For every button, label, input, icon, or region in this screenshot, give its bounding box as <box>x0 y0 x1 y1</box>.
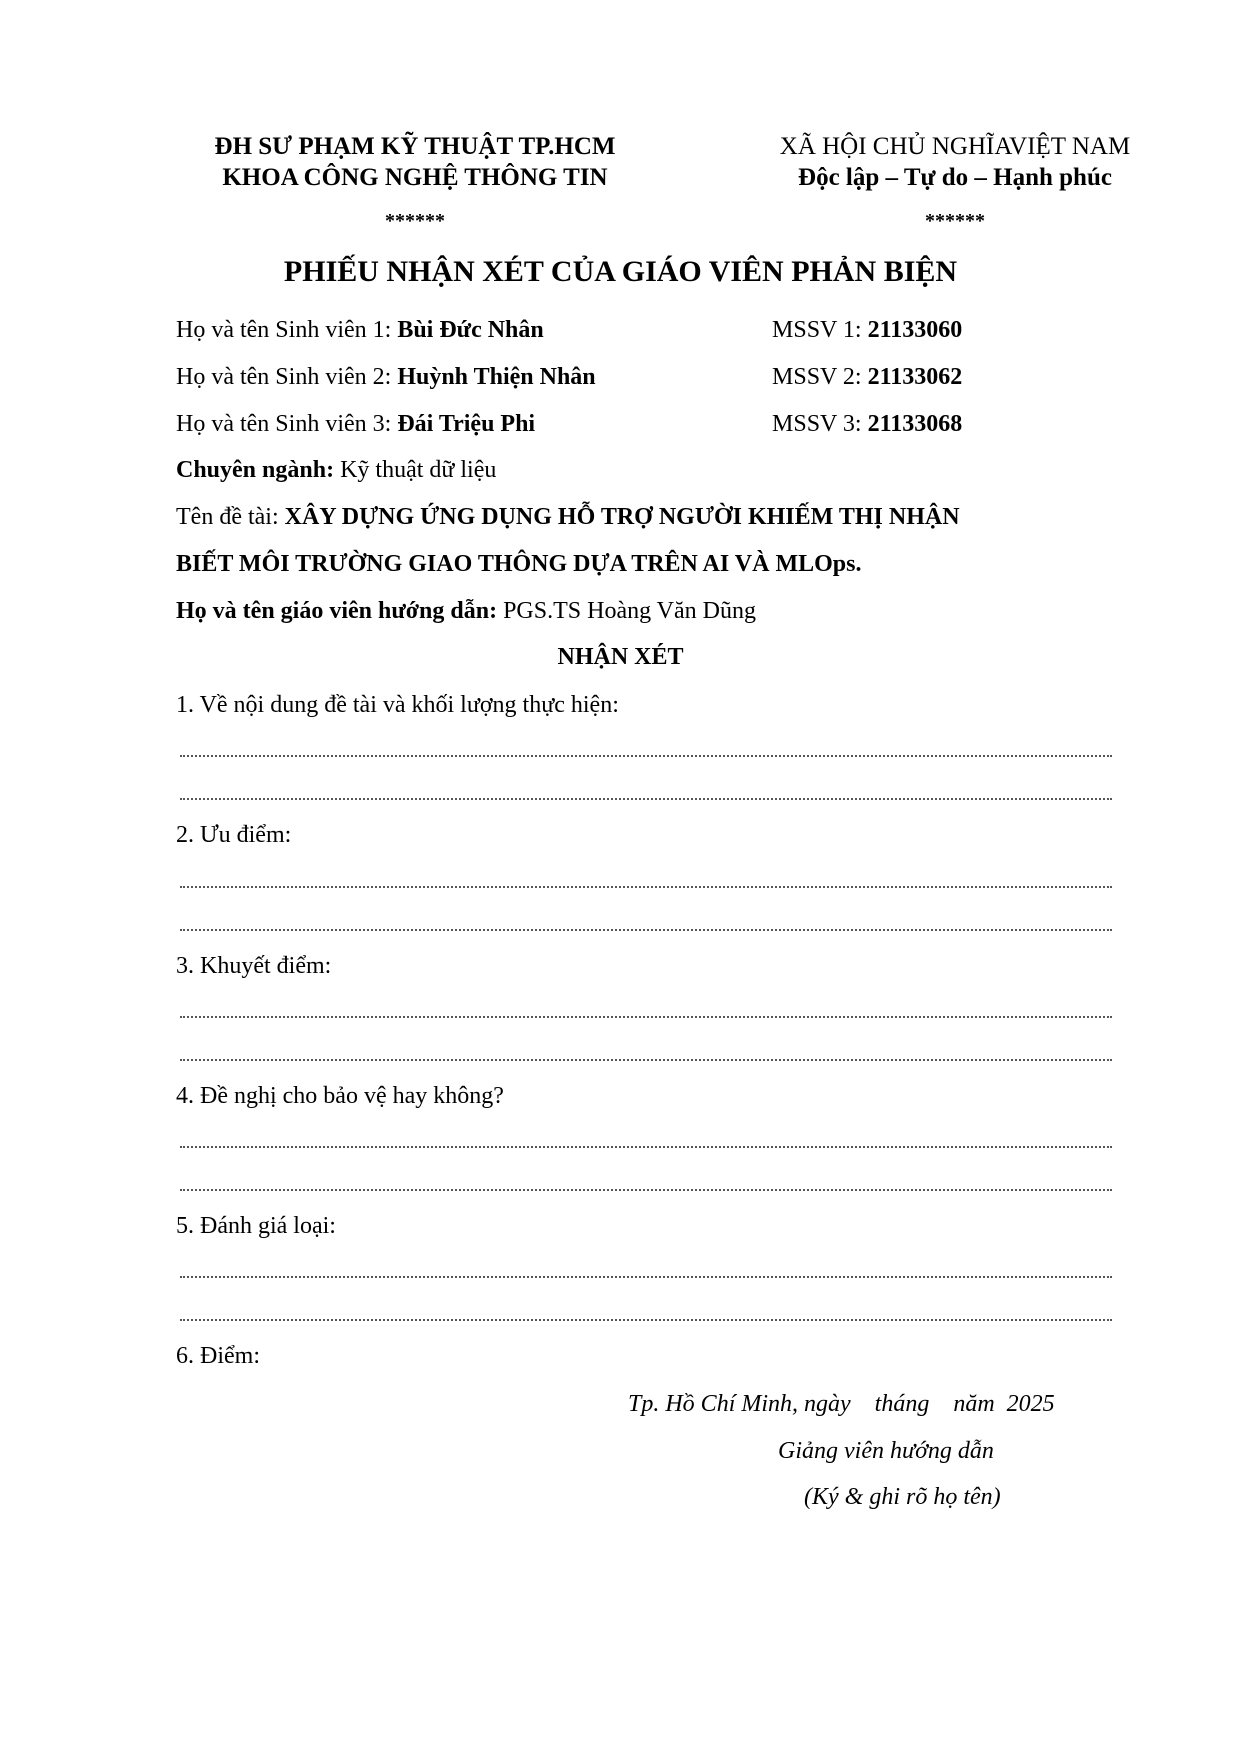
major-row <box>176 457 496 484</box>
section-3-answer-line-2[interactable] <box>180 1059 1112 1061</box>
student-2-id-label: MSSV 2: <box>772 364 868 390</box>
header-left-line1: ĐH SƯ PHẠM KỸ THUẬT TP.HCM <box>214 133 616 160</box>
student-2-name-row <box>176 364 596 391</box>
student-3-name: Đái Triệu Phi <box>397 411 536 437</box>
signature-role: Giảng viên hướng dẫn <box>778 1438 994 1464</box>
student-1-id-label: MSSV 1: <box>772 317 868 343</box>
section-1-label: 1. Về nội dung đề tài và khối lượng thực hiện: <box>176 692 619 718</box>
student-3-name-row <box>176 411 535 438</box>
topic-label: Tên đề tài: <box>176 504 285 530</box>
signature-note: (Ký & ghi rõ họ tên) <box>804 1484 1001 1510</box>
section-6-label: 6. Điểm: <box>176 1343 260 1369</box>
section-2-label: 2. Ưu điểm: <box>176 822 292 848</box>
student-1-id: 21133060 <box>867 317 963 343</box>
header-right-stars: ****** <box>925 210 985 232</box>
student-3-id-label: MSSV 3: <box>772 411 868 437</box>
advisor-row <box>176 598 756 625</box>
student-1-name: Bùi Đức Nhân <box>397 317 544 343</box>
section-4-answer-line-1[interactable] <box>180 1146 1112 1148</box>
section-2-answer-line-1[interactable] <box>180 886 1112 888</box>
student-2-id: 21133062 <box>867 364 963 390</box>
section-5-label: 5. Đánh giá loại: <box>176 1213 336 1239</box>
advisor-name: PGS.TS Hoàng Văn Dũng <box>497 598 756 624</box>
student-3-id-row <box>772 411 962 438</box>
student-3-id: 21133068 <box>867 411 963 437</box>
student-2-id-row <box>772 364 962 391</box>
section-5-answer-line-1[interactable] <box>180 1276 1112 1278</box>
student-1-name-row <box>176 317 544 344</box>
student-1-id-row <box>772 317 962 344</box>
header-left-stars: ****** <box>385 210 445 232</box>
major-value: Kỹ thuật dữ liệu <box>334 457 497 483</box>
header-left-line2: KHOA CÔNG NGHỆ THÔNG TIN <box>222 164 608 191</box>
section-2-answer-line-2[interactable] <box>180 929 1112 931</box>
student-1-name-label: Họ và tên Sinh viên 1: <box>176 317 398 343</box>
student-3-name-label: Họ và tên Sinh viên 3: <box>176 411 398 437</box>
section-1-answer-line-1[interactable] <box>180 755 1112 757</box>
section-4-answer-line-2[interactable] <box>180 1189 1112 1191</box>
topic-line2: BIẾT MÔI TRƯỜNG GIAO THÔNG DỰA TRÊN AI VÀ MLOps. <box>176 551 862 577</box>
header-right-line2: Độc lập – Tự do – Hạnh phúc <box>798 164 1112 191</box>
signature-date-line: Tp. Hồ Chí Minh, ngày tháng năm 2025 <box>628 1391 1055 1417</box>
student-2-name: Huỳnh Thiện Nhân <box>397 364 596 390</box>
section-1-answer-line-2[interactable] <box>180 798 1112 800</box>
topic-row <box>176 504 960 531</box>
student-2-name-label: Họ và tên Sinh viên 2: <box>176 364 398 390</box>
section-3-label: 3. Khuyết điểm: <box>176 953 332 979</box>
section-4-label: 4. Đề nghị cho bảo vệ hay không? <box>176 1083 504 1109</box>
section-5-answer-line-2[interactable] <box>180 1319 1112 1321</box>
page-title: PHIẾU NHẬN XÉT CỦA GIÁO VIÊN PHẢN BIỆN <box>283 255 958 288</box>
advisor-label: Họ và tên giáo viên hướng dẫn: <box>176 598 498 624</box>
major-label: Chuyên ngành: <box>176 457 335 483</box>
comments-heading: NHẬN XÉT <box>557 644 684 670</box>
header-right-line1: XÃ HỘI CHỦ NGHĨAVIỆT NAM <box>779 133 1131 160</box>
section-3-answer-line-1[interactable] <box>180 1016 1112 1018</box>
topic-line1: XÂY DỰNG ỨNG DỤNG HỖ TRỢ NGƯỜI KHIẾM THỊ NHẬN <box>284 504 960 530</box>
